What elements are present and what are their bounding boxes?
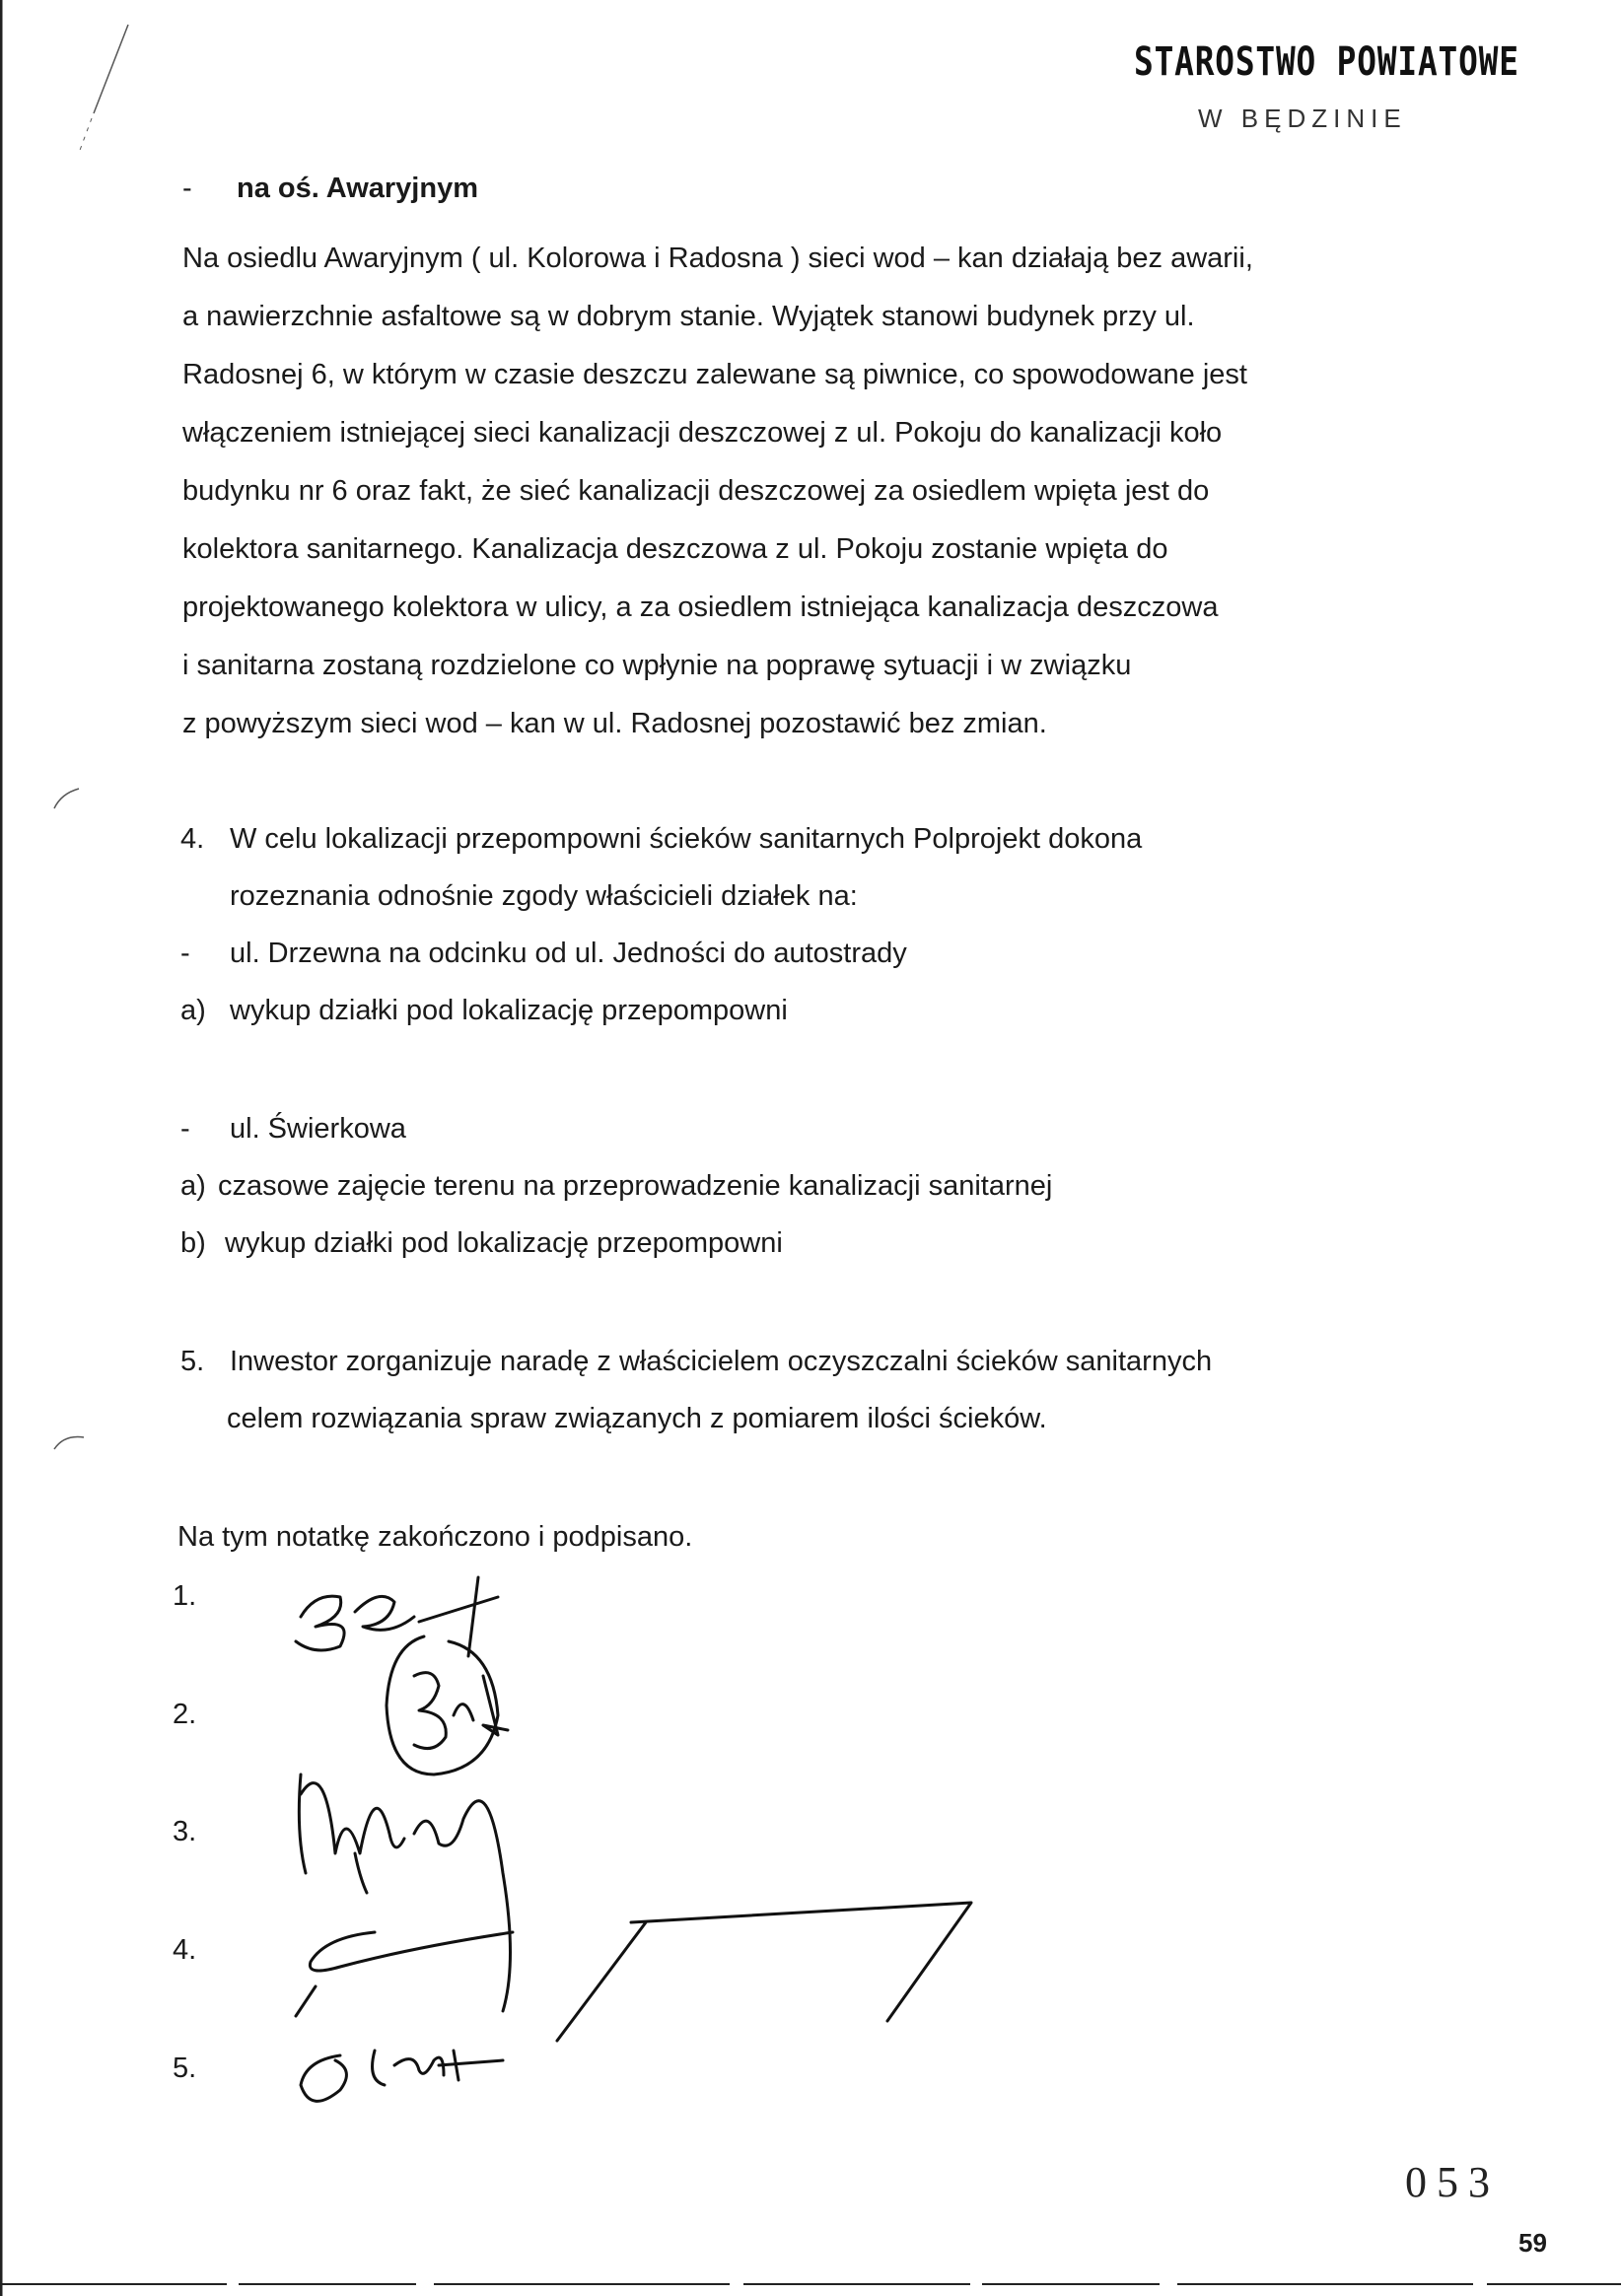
stamp-subtitle: W BĘDZINIE <box>1198 104 1407 133</box>
closing-sentence: Na tym notatkę zakończono i podpisano. <box>177 1521 693 1553</box>
item4-sub1a-label: a) <box>180 995 206 1026</box>
item5-text1: Inwestor zorganizuje naradę z właścicielem oczyszczalni ścieków sanitarnych <box>230 1346 1213 1377</box>
item4-sub2a-text: czasowe zajęcie terenu na przeprowadzenie kanalizacji sanitarnej <box>218 1170 1053 1202</box>
item4-sub1-bullet: - <box>180 938 190 969</box>
item5-line2: celem rozwiązania spraw związanych z pomiarem ilości ścieków. <box>227 1403 1047 1434</box>
item4-sub2b-label: b) <box>180 1227 206 1259</box>
paragraph-line: Radosnej 6, w którym w czasie deszczu zalewane są piwnice, co spowodowane jest <box>182 359 1247 390</box>
paragraph-line: a nawierzchnie asfaltowe są w dobrym stanie. Wyjątek stanowi budynek przy ul. <box>182 301 1195 332</box>
paragraph-line: projektowanego kolektora w ulicy, a za osiedlem istniejąca kanalizacja deszczowa <box>182 591 1219 623</box>
paragraph-line: włączeniem istniejącej sieci kanalizacji deszczowej z ul. Pokoju do kanalizacji koło <box>182 417 1223 449</box>
page-code: 053 <box>1405 2158 1500 2206</box>
signature-number: 1. <box>173 1580 197 1612</box>
signature-number: 3. <box>173 1816 197 1847</box>
heading-text: na oś. Awaryjnym <box>237 173 478 204</box>
item4-sub2-text: ul. Świerkowa <box>230 1113 406 1145</box>
item4-sub1-text: ul. Drzewna na odcinku od ul. Jedności do autostrady <box>230 938 907 969</box>
paragraph-line: z powyższym sieci wod – kan w ul. Radosnej pozostawić bez zmian. <box>182 708 1047 739</box>
stamp-title: STAROSTWO POWIATOWE <box>1134 39 1519 85</box>
paragraph-line: kolektora sanitarnego. Kanalizacja deszczowa z ul. Pokoju zostanie wpięta do <box>182 533 1168 565</box>
item4-text1: W celu lokalizacji przepompowni ścieków sanitarnych Polprojekt dokona <box>230 823 1143 855</box>
item4-line2: rozeznania odnośnie zgody właścicieli działek na: <box>230 880 858 912</box>
page-number: 59 <box>1518 2228 1547 2258</box>
heading-bullet: - <box>182 173 192 204</box>
signature-number: 2. <box>173 1699 197 1730</box>
handwritten-signatures <box>296 1577 971 2101</box>
signature-number: 4. <box>173 1934 197 1966</box>
item4-number: 4. <box>180 823 205 855</box>
paragraph-line: budynku nr 6 oraz fakt, że sieć kanalizacji deszczowej za osiedlem wpięta jest do <box>182 475 1210 507</box>
item5-number: 5. <box>180 1346 205 1377</box>
item4-sub2a-label: a) <box>180 1170 206 1202</box>
item4-sub2-bullet: - <box>180 1113 190 1145</box>
signature-number: 5. <box>173 2052 197 2084</box>
paragraph-line: Na osiedlu Awaryjnym ( ul. Kolorowa i Radosna ) sieci wod – kan działają bez awarii, <box>182 243 1253 274</box>
item4-sub2b-text: wykup działki pod lokalizację przepompowni <box>225 1227 783 1259</box>
item4-sub1a-text: wykup działki pod lokalizację przepompowni <box>230 995 788 1026</box>
paragraph-line: i sanitarna zostaną rozdzielone co wpłynie na poprawę sytuacji i w związku <box>182 650 1132 681</box>
